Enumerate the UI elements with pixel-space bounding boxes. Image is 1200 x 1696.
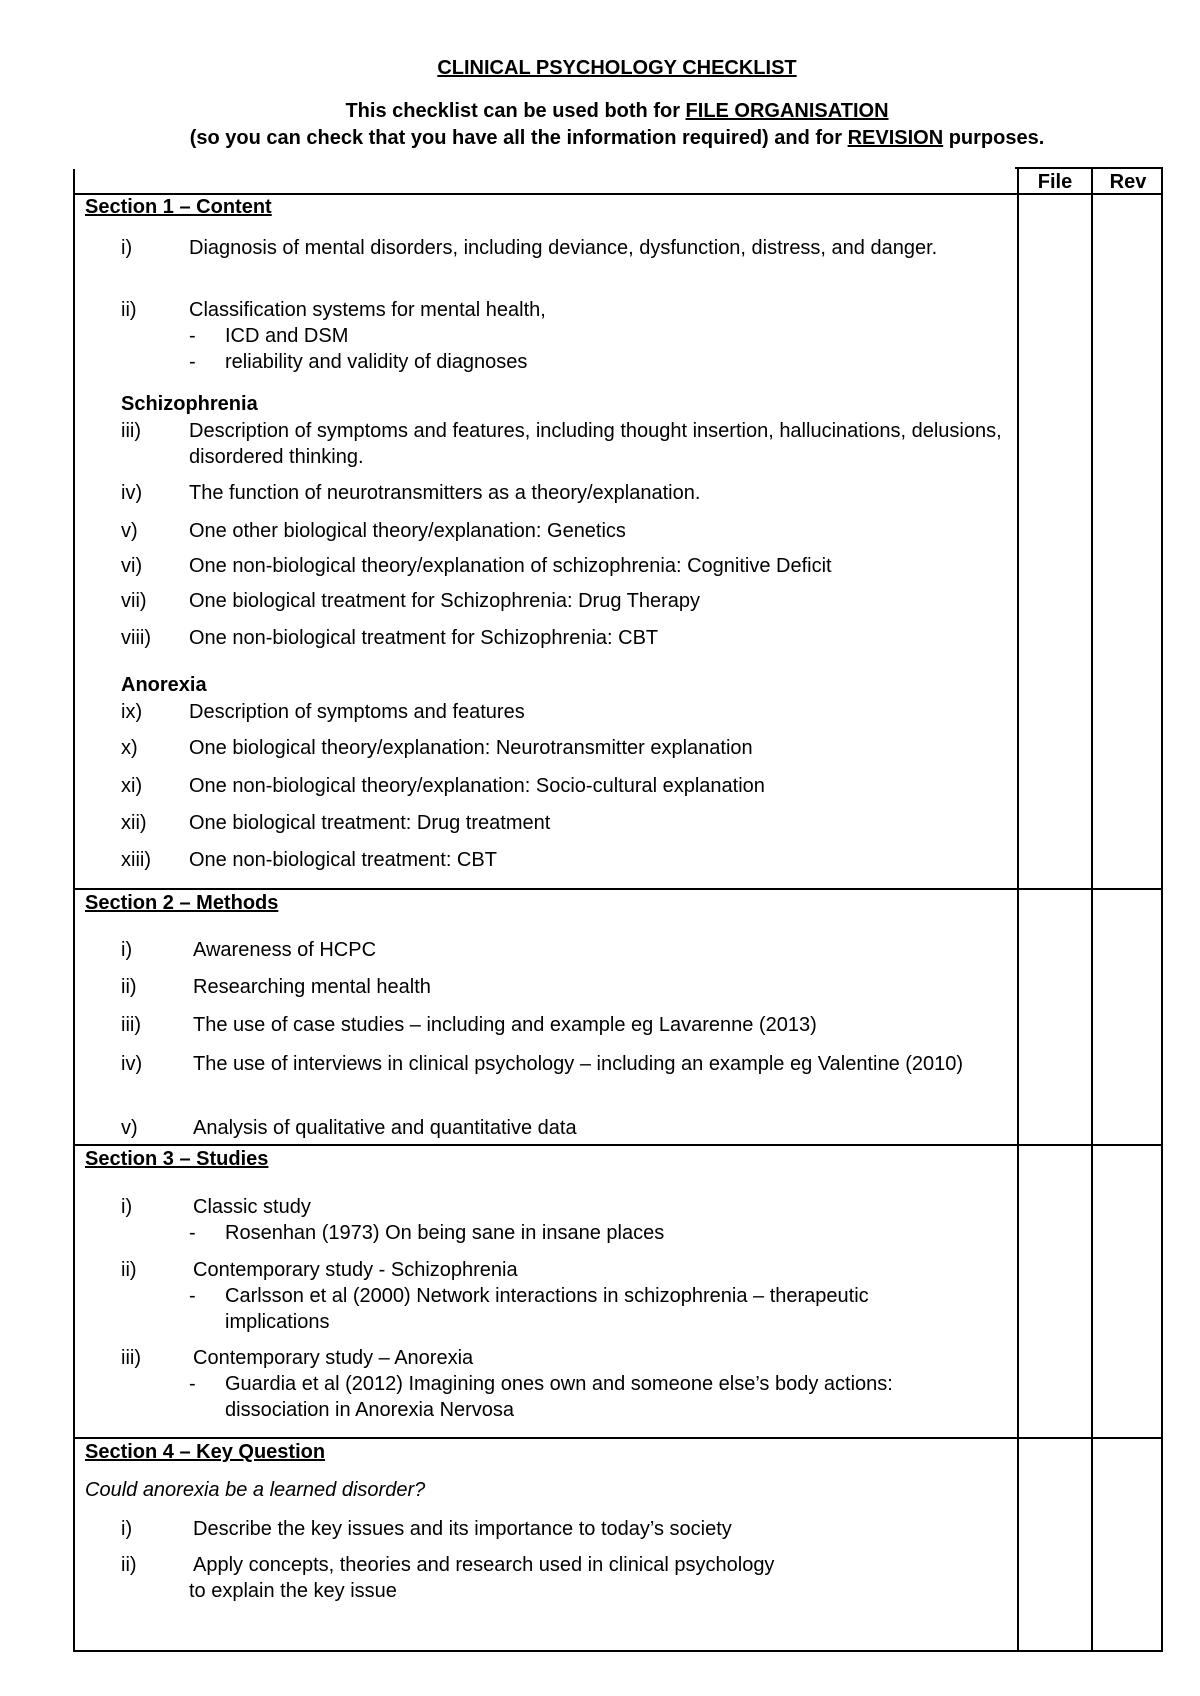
item-text: Diagnosis of mental disorders, including deviance, dysfunction, distress, and danger.	[189, 237, 938, 259]
rev-column-divider	[1091, 169, 1093, 1650]
sub-item-text: reliability and validity of diagnoses	[225, 351, 528, 373]
subtitle-line-2	[0, 127, 1200, 150]
item-number: xiii)	[121, 849, 151, 871]
item-number: i)	[121, 939, 133, 961]
item-number: iii)	[121, 420, 141, 442]
header-row-border	[73, 193, 1163, 195]
item-text: Analysis of qualitative and quantitative data	[193, 1117, 577, 1139]
item-number: ii)	[121, 1554, 137, 1576]
item-text: One non-biological theory/explanation of schizophrenia: Cognitive Deficit	[189, 555, 832, 577]
item-text: Contemporary study – Anorexia	[193, 1347, 474, 1369]
item-number: xii)	[121, 812, 147, 834]
subtitle-line-1-text: This checklist can be used both for	[345, 100, 686, 122]
section-2-border	[73, 888, 1163, 890]
item-text: Description of symptoms and features, including thought insertion, hallucinations, delusions, disordered thinking.	[189, 420, 1002, 468]
item-text-continued: to explain the key issue	[189, 1580, 397, 1602]
checklist-table	[73, 169, 1163, 1652]
item-number: vii)	[121, 590, 147, 612]
item-number: iii)	[121, 1347, 141, 1369]
item-text: One biological theory/explanation: Neurotransmitter explanation	[189, 737, 753, 759]
item-text: Researching mental health	[193, 976, 431, 998]
item-number: ix)	[121, 701, 143, 723]
document-title: CLINICAL PSYCHOLOGY CHECKLIST	[437, 57, 797, 79]
item-text: One non-biological treatment: CBT	[189, 849, 497, 871]
item-text: One biological treatment: Drug treatment	[189, 812, 551, 834]
item-number: xi)	[121, 775, 143, 797]
item-text: Contemporary study - Schizophrenia	[193, 1259, 518, 1281]
sub-item: - ICD and DSM	[189, 325, 349, 347]
sub-item: - Guardia et al (2012) Imagining ones own and someone else’s body actions: dissociation in Anorexia Nervosa	[189, 1371, 969, 1423]
item-text: The use of interviews in clinical psychology – including an example eg Valentine (2010)	[193, 1053, 964, 1075]
revision-emphasis: REVISION	[847, 127, 944, 149]
item-number: ii)	[121, 299, 137, 321]
file-column-header: File	[1037, 171, 1073, 193]
item-text: One other biological theory/explanation: Genetics	[189, 520, 626, 542]
item-text: One non-biological theory/explanation: Socio-cultural explanation	[189, 775, 765, 797]
rev-column-header: Rev	[1109, 171, 1147, 193]
item-text: The use of case studies – including and example eg Lavarenne (2013)	[193, 1014, 817, 1036]
section-2-heading: Section 2 – Methods	[85, 892, 279, 914]
section-3-heading: Section 3 – Studies	[85, 1148, 269, 1170]
item-number: v)	[121, 520, 138, 542]
sub-item-text: Guardia et al (2012) Imagining ones own and someone else’s body actions: dissociation in Anorexia Nervosa	[225, 1373, 893, 1421]
section-3-border	[73, 1144, 1163, 1146]
sub-item: - reliability and validity of diagnoses	[189, 351, 528, 373]
anorexia-subheading: Anorexia	[121, 674, 207, 696]
item-number: x)	[121, 737, 138, 759]
item-number: iii)	[121, 1014, 141, 1036]
subtitle-line-2-text: (so you can check that you have all the information required) and for	[189, 127, 848, 149]
item-number: viii)	[121, 627, 151, 649]
section-4-border	[73, 1437, 1163, 1439]
item-text: Describe the key issues and its importance to today’s society	[193, 1518, 732, 1540]
item-text: Apply concepts, theories and research used in clinical psychology	[193, 1554, 775, 1576]
item-number: ii)	[121, 1259, 137, 1281]
item-text: Classic study	[193, 1196, 311, 1218]
sub-item-text: ICD and DSM	[225, 325, 349, 347]
item-number: vi)	[121, 555, 143, 577]
item-text: One non-biological treatment for Schizophrenia: CBT	[189, 627, 659, 649]
item-text: One biological treatment for Schizophrenia: Drug Therapy	[189, 590, 701, 612]
sub-item: - Rosenhan (1973) On being sane in insane places	[189, 1222, 665, 1244]
file-organisation-emphasis: FILE ORGANISATION	[685, 100, 889, 122]
item-number: i)	[121, 1196, 133, 1218]
file-column-divider	[1017, 169, 1019, 1650]
item-number: iv)	[121, 1053, 143, 1075]
subtitle-line-1	[0, 100, 1200, 123]
item-body	[189, 297, 1009, 375]
sub-item: - Carlsson et al (2000) Network interactions in schizophrenia – therapeutic implications	[189, 1283, 969, 1335]
item-body	[189, 1257, 1013, 1335]
item-text: The function of neurotransmitters as a theory/explanation.	[189, 482, 701, 504]
subtitle-line-2-suffix: purposes.	[943, 127, 1045, 149]
item-text: Description of symptoms and features	[189, 701, 525, 723]
section-4-heading: Section 4 – Key Question	[85, 1441, 326, 1463]
section-1-heading: Section 1 – Content	[85, 196, 272, 218]
sub-item-text: Carlsson et al (2000) Network interactions in schizophrenia – therapeutic implications	[225, 1285, 869, 1333]
schizophrenia-subheading: Schizophrenia	[121, 393, 258, 415]
header-top-border	[1015, 167, 1163, 169]
item-number: ii)	[121, 976, 137, 998]
item-body	[189, 1345, 1013, 1423]
item-text: Classification systems for mental health,	[189, 299, 546, 321]
item-number: i)	[121, 237, 133, 259]
item-body	[189, 1194, 1013, 1246]
item-number: iv)	[121, 482, 143, 504]
item-body	[189, 1552, 1013, 1604]
item-text: Awareness of HCPC	[193, 939, 377, 961]
item-number: v)	[121, 1117, 138, 1139]
item-number: i)	[121, 1518, 133, 1540]
sub-item-text: Rosenhan (1973) On being sane in insane places	[225, 1222, 665, 1244]
key-question: Could anorexia be a learned disorder?	[85, 1479, 426, 1501]
